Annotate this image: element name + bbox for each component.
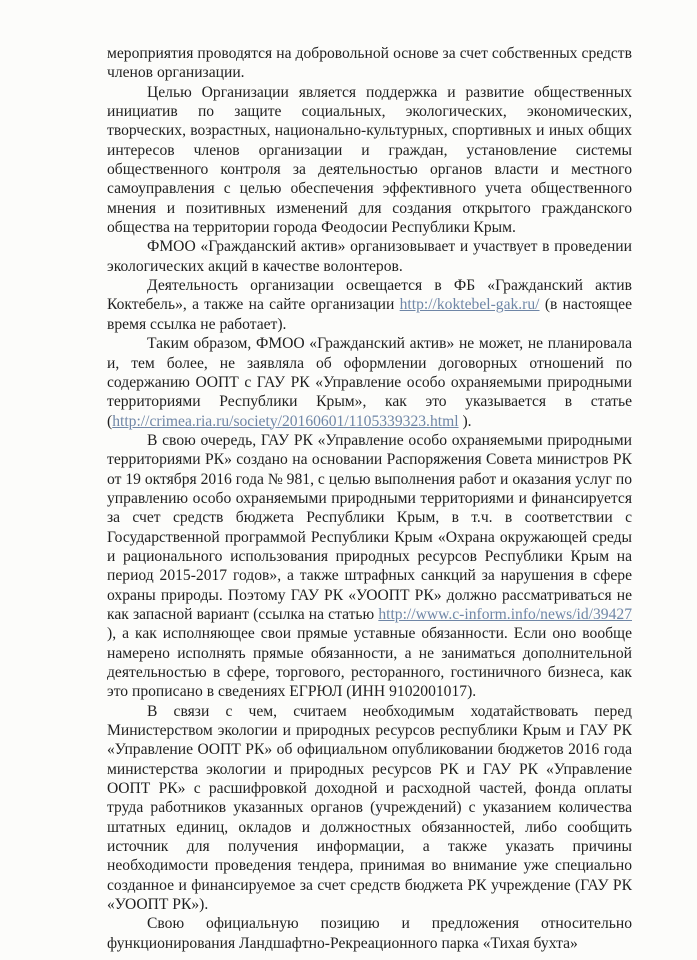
paragraph-text: мероприятия проводятся на добровольной основе за счет собственных средств членов организации. [107, 45, 632, 82]
paragraph-p6 [107, 431, 632, 702]
paragraph-text: ). [458, 412, 472, 430]
paragraph-text: ), а как исполняющее свои прямые уставные обязанности. Если оно вообще намерено исполнять прямые обязанности, а не заниматься дополнительной деятельностью в сфере, торгового, ресторанного, гостиничного бизнеса, как это прописано в сведениях ЕГРЮЛ (ИНН 9102001017). [107, 625, 632, 701]
paragraph-p1 [107, 44, 632, 83]
paragraph-p7 [107, 702, 632, 915]
paragraph-text: Таким образом, ФМОО «Гражданский актив» не может, не планировала и, тем более, не заявляла об оформлении договорных отношений по содержанию ООПТ с ГАУ РК «Управление особо охраняемыми природными территориями Республики Крым», как это указывается в статье ( [107, 335, 632, 430]
paragraph-p8 [107, 914, 632, 953]
document-body [107, 44, 632, 953]
paragraph-text: ФМОО «Гражданский актив» организовывает и участвует в проведении экологических акций в качестве волонтеров. [107, 238, 632, 275]
paragraph-p5 [107, 334, 632, 431]
paragraph-text: Целью Организации является поддержка и развитие общественных инициатив по защите социальных, экологических, экономических, творческих, возрастных, национально-культурных, спортивных и иных общих интересов членов организации и граждан, установление системы общественного контроля за деятельностью органов власти и местного самоуправления с целью обеспечения эффективного учета общественного мнения и позитивных изменений для создания открытого гражданского общества на территории города Феодосии Республики Крым. [107, 83, 632, 237]
url-link[interactable]: http://crimea.ria.ru/society/20160601/1105339323.html [112, 412, 459, 430]
paragraph-p4 [107, 276, 632, 334]
paragraph-text: В связи с чем, считаем необходимым ходатайствовать перед Министерством экологии и природных ресурсов республики Крым и ГАУ РК «Управление ООПТ РК» об официальном опубликовании бюджетов 2016 года министерства экологии и природных ресурсов РК и ГАУ РК «Управление ООПТ РК» с расшифровкой доходной и расходной частей, фонда оплаты труда работников указанных органов (учреждений) с указанием количества штатных единиц, окладов и должностных обязанностей, либо сообщить источник для получения информации, а также указать причины необходимости проведения тендера, принимая во внимание уже специально созданное и финансируемое за счет средств бюджета РК учреждение (ГАУ РК «УООПТ РК»). [107, 702, 632, 914]
url-link[interactable]: http://www.c-inform.info/news/id/39427 [378, 605, 632, 623]
paragraph-p3 [107, 237, 632, 276]
paragraph-p2 [107, 83, 632, 238]
paragraph-text: (в настоящее время ссылка не работает). [107, 296, 633, 333]
paragraph-text: В свою очередь, ГАУ РК «Управление особо охраняемыми природными территориями РК» создано на основании Распоряжения Совета министров РК от 19 октября 2016 года № 981, с целью выполнения работ и оказания услуг по управлению особо охраняемыми природными территориями и финансируется за счет средств бюджета Республики Крым, в т.ч. в соответствии с Государственной программой Республики Крым «Охрана окружающей среды и рационального использования природных ресурсов Республики Крым на период 2015-2017 годов», а также штрафных санкций за нарушения в сфере охраны природы. Поэтому ГАУ РК «УООПТ РК» должно рассматриваться не как запасной вариант (ссылка на статью [107, 431, 632, 623]
url-link[interactable]: http://koktebel-gak.ru/ [399, 296, 540, 314]
paragraph-text: Деятельность организации освещается в ФБ «Гражданский актив Коктебель», а также на сайте организации [107, 277, 632, 314]
paragraph-text: Свою официальную позицию и предложения относительно функционирования Ландшафтно-Рекреационного парка «Тихая бухта» [107, 915, 632, 952]
